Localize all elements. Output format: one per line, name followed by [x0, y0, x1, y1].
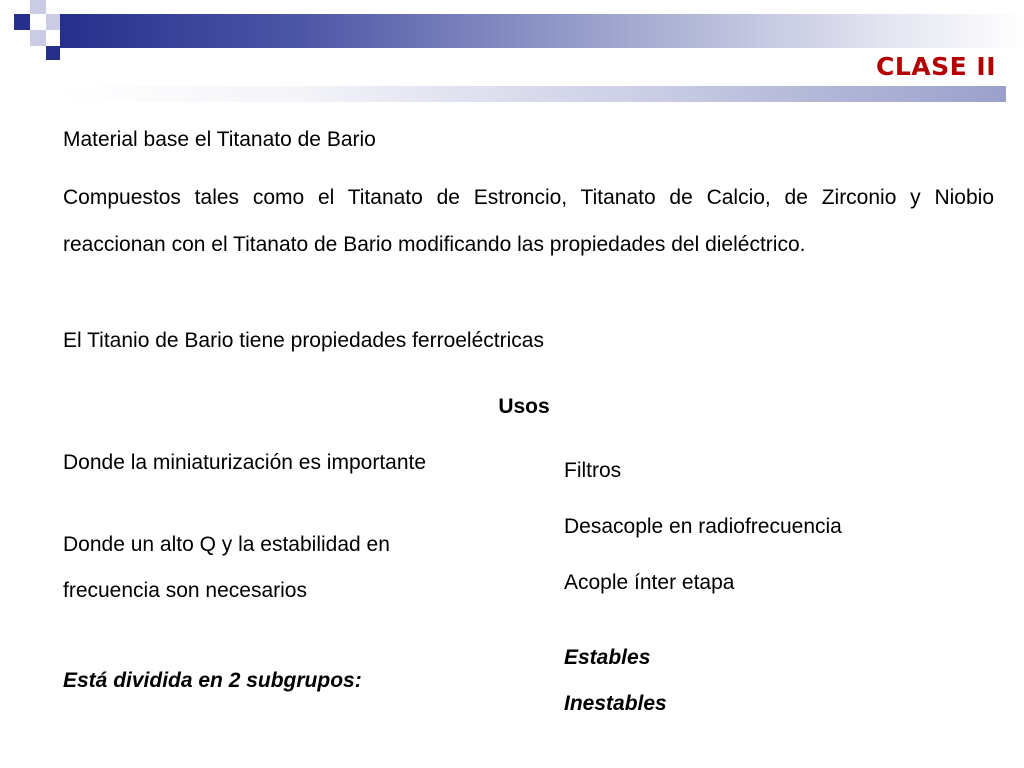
subgroups-label: Está dividida en 2 subgrupos:	[63, 669, 362, 692]
title-underline-bar	[60, 86, 1006, 102]
subgroup-estables: Estables	[564, 646, 651, 669]
corner-square-light-3	[46, 14, 60, 30]
slide-title: CLASE II	[875, 52, 996, 81]
paragraph-compuestos: Compuestos tales como el Titanato de Estroncio, Titanato de Calcio, de Zirconio y Niobio reaccionan con el Titanato de Bario modificando las propiedades del dieléctrico.	[63, 186, 994, 256]
right-item-filtros: Filtros	[564, 459, 622, 482]
corner-square-light-1	[30, 0, 46, 14]
paragraph-material-base: Material base el Titanato de Bario	[63, 128, 376, 151]
usos-heading: Usos	[498, 395, 550, 418]
left-item-miniaturizacion: Donde la miniaturización es importante	[63, 451, 427, 474]
corner-square-dark-1	[14, 14, 30, 30]
corner-square-dark-2	[46, 46, 60, 60]
header-gradient-bar	[60, 14, 1024, 48]
right-item-desacople: Desacople en radiofrecuencia	[564, 515, 842, 538]
subgroup-inestables: Inestables	[564, 692, 667, 715]
left-item-alto-q: Donde un alto Q y la estabilidad en frecuencia son necesarios	[63, 533, 390, 602]
right-item-acople: Acople ínter etapa	[564, 571, 735, 594]
paragraph-ferroelectric: El Titanio de Bario tiene propiedades ferroeléctricas	[63, 329, 544, 352]
corner-square-light-2	[30, 30, 46, 46]
